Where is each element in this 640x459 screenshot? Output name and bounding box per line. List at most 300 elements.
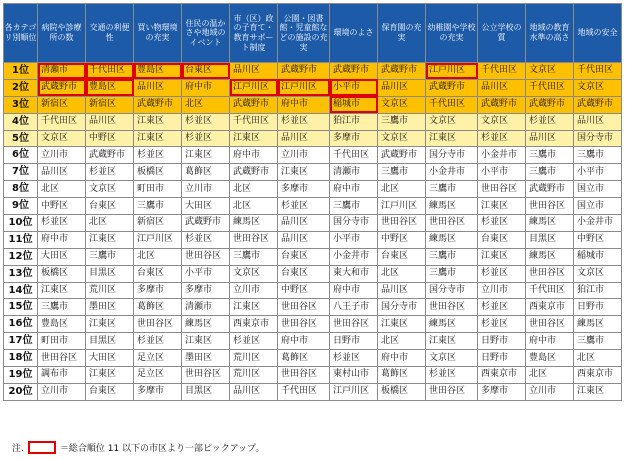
city-cell: 江東区 [574, 383, 622, 400]
highlighted-city-cell: 稲城市 [330, 96, 378, 113]
city-cell: 練馬区 [574, 316, 622, 333]
city-cell: 江東区 [426, 333, 478, 350]
city-cell: 杉並区 [478, 265, 526, 282]
category-header: 公園・図書館・児童館などの施設の充実 [278, 4, 330, 63]
highlight-legend-box [28, 441, 56, 454]
city-cell: 千代田区 [526, 282, 574, 299]
city-cell: 江東区 [230, 299, 278, 316]
rank-cell: 15位 [4, 299, 38, 316]
city-cell: 狛江市 [330, 113, 378, 130]
category-header: 市（区）政の子育て・教育サポート制度 [230, 4, 278, 63]
table-row [4, 147, 622, 164]
city-cell: 杉並区 [230, 333, 278, 350]
city-cell: 杉並区 [478, 316, 526, 333]
city-cell: 国立市 [574, 198, 622, 215]
city-cell: 北区 [86, 215, 134, 232]
city-cell: 板橋区 [378, 383, 426, 400]
city-cell: 中野区 [86, 130, 134, 147]
city-cell: 武蔵野市 [230, 96, 278, 113]
category-header: 交通の利便性 [86, 4, 134, 63]
city-cell: 文京区 [478, 113, 526, 130]
city-cell: 府中市 [378, 350, 426, 367]
city-cell: 荒川区 [230, 367, 278, 384]
city-cell: 小平市 [574, 164, 622, 181]
city-cell: 世田谷区 [526, 265, 574, 282]
table-body [4, 63, 622, 401]
table-row [4, 231, 622, 248]
table-row [4, 265, 622, 282]
city-cell: 府中市 [182, 79, 230, 96]
table-header-row [4, 4, 622, 63]
highlighted-city-cell: 千代田区 [86, 63, 134, 80]
city-cell: 江東区 [278, 164, 330, 181]
city-cell: 豊島区 [38, 316, 86, 333]
city-cell: 国立市 [574, 181, 622, 198]
city-cell: 国分寺市 [426, 147, 478, 164]
city-cell: 杉並区 [478, 215, 526, 232]
city-cell: 武蔵野市 [526, 181, 574, 198]
rank-cell: 16位 [4, 316, 38, 333]
city-cell: 江戸川区 [134, 231, 182, 248]
city-cell: 立川市 [230, 282, 278, 299]
city-cell: 新宿区 [134, 215, 182, 232]
table-row [4, 79, 622, 96]
city-cell: 三鷹市 [378, 113, 426, 130]
highlighted-city-cell: 江戸川区 [426, 63, 478, 80]
city-cell: 日野市 [330, 333, 378, 350]
city-cell: 品川区 [230, 63, 278, 80]
city-cell: 府中市 [330, 282, 378, 299]
city-cell: 北区 [378, 265, 426, 282]
city-cell: 葛飾区 [278, 350, 330, 367]
city-cell: 大田区 [182, 198, 230, 215]
city-cell: 大田区 [38, 248, 86, 265]
city-cell: 世田谷区 [426, 299, 478, 316]
city-cell: 品川区 [574, 113, 622, 130]
city-cell: 台東区 [86, 383, 134, 400]
city-cell: 品川区 [230, 383, 278, 400]
city-cell: 文京区 [378, 130, 426, 147]
city-cell: 千代田区 [330, 147, 378, 164]
city-cell: 三鷹市 [574, 147, 622, 164]
city-cell: 小金井市 [426, 164, 478, 181]
category-header: 保育園の充実 [378, 4, 426, 63]
city-cell: 江東区 [230, 130, 278, 147]
city-cell: 文京区 [526, 63, 574, 80]
city-cell: 千代田区 [278, 383, 330, 400]
city-cell: 新宿区 [86, 96, 134, 113]
category-header: 環境のよさ [330, 4, 378, 63]
city-cell: 武蔵野市 [86, 147, 134, 164]
city-cell: 目黒区 [86, 333, 134, 350]
highlighted-city-cell: 台東区 [182, 63, 230, 80]
city-cell: 千代田区 [230, 113, 278, 130]
city-cell: 目黒区 [526, 231, 574, 248]
rank-cell: 10位 [4, 215, 38, 232]
city-cell: 府中市 [278, 96, 330, 113]
table-row [4, 299, 622, 316]
city-cell: 文京区 [230, 265, 278, 282]
city-cell: 立川市 [38, 147, 86, 164]
city-cell: 北区 [182, 96, 230, 113]
city-cell: 練馬区 [230, 215, 278, 232]
city-cell: 杉並区 [478, 130, 526, 147]
city-cell: 立川市 [278, 147, 330, 164]
table-row [4, 316, 622, 333]
city-cell: 町田市 [38, 333, 86, 350]
city-cell: 品川区 [86, 113, 134, 130]
city-cell: 狛江市 [574, 282, 622, 299]
city-cell: 府中市 [38, 231, 86, 248]
city-cell: 多摩市 [182, 282, 230, 299]
city-cell: 江戸川区 [378, 198, 426, 215]
city-cell: 世田谷区 [378, 215, 426, 232]
city-cell: 千代田区 [526, 79, 574, 96]
city-cell: 町田市 [134, 181, 182, 198]
city-cell: 武蔵野市 [478, 96, 526, 113]
city-cell: 武蔵野市 [230, 164, 278, 181]
rank-cell: 1位 [4, 63, 38, 80]
city-cell: 杉並区 [182, 231, 230, 248]
city-cell: 杉並区 [134, 147, 182, 164]
city-cell: 杉並区 [330, 350, 378, 367]
city-cell: 江東区 [86, 316, 134, 333]
rank-cell: 9位 [4, 198, 38, 215]
city-cell: 武蔵野市 [182, 215, 230, 232]
city-cell: 多摩市 [134, 282, 182, 299]
table-row [4, 248, 622, 265]
city-cell: 世田谷区 [526, 198, 574, 215]
rank-cell: 4位 [4, 113, 38, 130]
city-cell: 三鷹市 [526, 164, 574, 181]
city-cell: 小金井市 [330, 248, 378, 265]
highlighted-city-cell: 清瀬市 [38, 63, 86, 80]
city-cell: 文京区 [38, 130, 86, 147]
highlighted-city-cell: 豊島区 [86, 79, 134, 96]
rank-cell: 20位 [4, 383, 38, 400]
city-cell: 武蔵野市 [426, 79, 478, 96]
city-cell: 大田区 [86, 350, 134, 367]
rank-cell: 6位 [4, 147, 38, 164]
city-cell: 江東区 [426, 130, 478, 147]
city-cell: 板橋区 [134, 164, 182, 181]
city-cell: 杉並区 [182, 113, 230, 130]
city-cell: 国分寺市 [330, 215, 378, 232]
city-cell: 清瀬市 [182, 299, 230, 316]
city-cell: 多摩市 [478, 383, 526, 400]
city-cell: 台東区 [134, 265, 182, 282]
city-cell: 三鷹市 [86, 248, 134, 265]
table-row [4, 113, 622, 130]
highlighted-city-cell: 江戸川区 [230, 79, 278, 96]
city-cell: 小金井市 [478, 147, 526, 164]
city-cell: 練馬区 [426, 198, 478, 215]
city-cell: 杉並区 [526, 113, 574, 130]
table-row [4, 350, 622, 367]
city-cell: 文京区 [378, 96, 426, 113]
category-header: 住民の温かさや地域のイベント [182, 4, 230, 63]
city-cell: 北区 [378, 181, 426, 198]
city-cell: 文京区 [426, 350, 478, 367]
city-cell: 西東京市 [478, 367, 526, 384]
rank-cell: 3位 [4, 96, 38, 113]
city-cell: 北区 [574, 350, 622, 367]
city-cell: 立川市 [38, 383, 86, 400]
city-cell: 世田谷区 [230, 231, 278, 248]
rank-cell: 13位 [4, 265, 38, 282]
category-header: 病院や診療所の数 [38, 4, 86, 63]
city-cell: 豊島区 [526, 350, 574, 367]
city-cell: 練馬区 [426, 316, 478, 333]
city-cell: 武蔵野市 [378, 63, 426, 80]
rank-cell: 12位 [4, 248, 38, 265]
city-cell: 府中市 [526, 333, 574, 350]
table-row [4, 164, 622, 181]
city-cell: 府中市 [278, 333, 330, 350]
city-cell: 葛飾区 [134, 299, 182, 316]
city-cell: 府中市 [230, 147, 278, 164]
city-cell: 国分寺市 [426, 282, 478, 299]
city-cell: 武蔵野市 [330, 63, 378, 80]
city-cell: 世田谷区 [526, 316, 574, 333]
city-cell: 世田谷区 [38, 350, 86, 367]
city-cell: 三鷹市 [426, 265, 478, 282]
city-cell: 江東区 [86, 367, 134, 384]
city-cell: 多摩市 [134, 383, 182, 400]
table-row [4, 215, 622, 232]
city-cell: 杉並区 [86, 164, 134, 181]
city-cell: 台東区 [86, 198, 134, 215]
city-cell: 調布市 [38, 367, 86, 384]
city-cell: 江東区 [134, 113, 182, 130]
city-cell: 立川市 [478, 282, 526, 299]
city-cell: 武蔵野市 [278, 63, 330, 80]
city-cell: 三鷹市 [330, 198, 378, 215]
footnote-text: ＝総合順位 11 以下の市区より一部ピックアップ。 [59, 444, 265, 454]
highlighted-city-cell: 武蔵野市 [38, 79, 86, 96]
table-row [4, 383, 622, 400]
category-header: 幼稚園や学校の充実 [426, 4, 478, 63]
city-cell: 日野市 [574, 299, 622, 316]
rank-cell: 2位 [4, 79, 38, 96]
city-cell: 品川区 [378, 79, 426, 96]
city-cell: 品川区 [278, 215, 330, 232]
footnote [12, 441, 264, 454]
city-cell: 杉並区 [134, 333, 182, 350]
city-cell: 三鷹市 [38, 299, 86, 316]
city-cell: 立川市 [182, 181, 230, 198]
city-cell: 杉並区 [38, 215, 86, 232]
city-cell: 北区 [526, 367, 574, 384]
city-cell: 三鷹市 [426, 248, 478, 265]
city-cell: 日野市 [478, 333, 526, 350]
rank-column-header: 各カテゴリ別順位 [4, 4, 38, 63]
city-cell: 品川区 [278, 130, 330, 147]
city-cell: 葛飾区 [182, 164, 230, 181]
city-cell: 練馬区 [182, 316, 230, 333]
city-cell: 葛飾区 [378, 367, 426, 384]
city-cell: 稲城市 [574, 248, 622, 265]
city-cell: 墨田区 [182, 350, 230, 367]
city-cell: 新宿区 [38, 96, 86, 113]
city-cell: 江東区 [478, 248, 526, 265]
city-cell: 台東区 [378, 248, 426, 265]
city-cell: 文京区 [426, 113, 478, 130]
ranking-table [3, 3, 622, 401]
city-cell: 品川区 [38, 164, 86, 181]
city-cell: 千代田区 [574, 63, 622, 80]
city-cell: 三鷹市 [574, 333, 622, 350]
city-cell: 江東区 [38, 282, 86, 299]
city-cell: 北区 [134, 248, 182, 265]
city-cell: 小金井市 [574, 215, 622, 232]
city-cell: 日野市 [478, 350, 526, 367]
table-row [4, 282, 622, 299]
city-cell: 国分寺市 [574, 130, 622, 147]
city-cell: 品川区 [378, 282, 426, 299]
city-cell: 世田谷区 [278, 316, 330, 333]
city-cell: 台東区 [278, 248, 330, 265]
city-cell: 中野区 [38, 198, 86, 215]
city-cell: 北区 [38, 181, 86, 198]
rank-cell: 11位 [4, 231, 38, 248]
city-cell: 台東区 [478, 231, 526, 248]
city-cell: 練馬区 [526, 215, 574, 232]
ranking-table-container [3, 3, 622, 401]
city-cell: 中野区 [574, 231, 622, 248]
city-cell: 府中市 [330, 181, 378, 198]
city-cell: 品川区 [526, 130, 574, 147]
city-cell: 江東区 [478, 198, 526, 215]
category-header: 地域の教育水準の高さ [526, 4, 574, 63]
city-cell: 三鷹市 [526, 147, 574, 164]
table-row [4, 367, 622, 384]
table-row [4, 333, 622, 350]
city-cell: 西東京市 [230, 316, 278, 333]
city-cell: 小平市 [478, 164, 526, 181]
city-cell: 杉並区 [182, 130, 230, 147]
city-cell: 北区 [230, 181, 278, 198]
city-cell: 江東区 [182, 333, 230, 350]
city-cell: 清瀬市 [330, 164, 378, 181]
rank-cell: 18位 [4, 350, 38, 367]
highlighted-city-cell: 小平市 [330, 79, 378, 96]
city-cell: 世田谷区 [330, 316, 378, 333]
city-cell: 世田谷区 [278, 299, 330, 316]
rank-cell: 8位 [4, 181, 38, 198]
table-row [4, 96, 622, 113]
city-cell: 武蔵野市 [134, 96, 182, 113]
city-cell: 杉並区 [278, 113, 330, 130]
city-cell: 練馬区 [526, 248, 574, 265]
city-cell: 西東京市 [526, 299, 574, 316]
city-cell: 東大和市 [330, 265, 378, 282]
city-cell: 世田谷区 [182, 367, 230, 384]
city-cell: 多摩市 [278, 181, 330, 198]
city-cell: 武蔵野市 [574, 96, 622, 113]
category-header: 公立学校の質 [478, 4, 526, 63]
city-cell: 江東区 [182, 147, 230, 164]
city-cell: 西東京市 [574, 367, 622, 384]
city-cell: 三鷹市 [230, 248, 278, 265]
city-cell: 江戸川区 [330, 383, 378, 400]
city-cell: 国分寺市 [378, 299, 426, 316]
city-cell: 足立区 [134, 350, 182, 367]
city-cell: 武蔵野市 [526, 96, 574, 113]
city-cell: 台東区 [278, 265, 330, 282]
city-cell: 千代田区 [426, 96, 478, 113]
city-cell: 文京区 [86, 181, 134, 198]
city-cell: 板橋区 [38, 265, 86, 282]
city-cell: 世田谷区 [134, 316, 182, 333]
city-cell: 世田谷区 [182, 248, 230, 265]
city-cell: 三鷹市 [426, 181, 478, 198]
city-cell: 目黒区 [182, 383, 230, 400]
table-row [4, 181, 622, 198]
city-cell: 品川区 [134, 79, 182, 96]
city-cell: 三鷹市 [134, 198, 182, 215]
city-cell: 北区 [378, 333, 426, 350]
city-cell: 千代田区 [478, 63, 526, 80]
city-cell: 武蔵野市 [378, 147, 426, 164]
city-cell: 江東区 [134, 130, 182, 147]
table-row [4, 130, 622, 147]
footnote-prefix: 注. [12, 444, 24, 454]
rank-cell: 14位 [4, 282, 38, 299]
city-cell: 杉並区 [426, 367, 478, 384]
city-cell: 杉並区 [278, 198, 330, 215]
city-cell: 杉並区 [478, 299, 526, 316]
city-cell: 世田谷区 [426, 383, 478, 400]
city-cell: 荒川区 [86, 282, 134, 299]
highlighted-city-cell: 江戸川区 [278, 79, 330, 96]
city-cell: 足立区 [134, 367, 182, 384]
city-cell: 目黒区 [86, 265, 134, 282]
category-header: 買い物環境の充実 [134, 4, 182, 63]
city-cell: 文京区 [574, 265, 622, 282]
city-cell: 墨田区 [86, 299, 134, 316]
city-cell: 小平市 [330, 231, 378, 248]
table-row [4, 198, 622, 215]
city-cell: 江東区 [378, 316, 426, 333]
city-cell: 世田谷区 [478, 181, 526, 198]
city-cell: 荒川区 [230, 350, 278, 367]
city-cell: 品川区 [478, 79, 526, 96]
city-cell: 三鷹市 [378, 164, 426, 181]
rank-cell: 19位 [4, 367, 38, 384]
city-cell: 中野区 [278, 282, 330, 299]
city-cell: 中野区 [378, 231, 426, 248]
city-cell: 練馬区 [426, 231, 478, 248]
city-cell: 小平市 [182, 265, 230, 282]
rank-cell: 17位 [4, 333, 38, 350]
highlighted-city-cell: 豊島区 [134, 63, 182, 80]
city-cell: 立川市 [526, 383, 574, 400]
city-cell: 江東区 [86, 231, 134, 248]
city-cell: 北区 [230, 198, 278, 215]
city-cell: 品川区 [278, 231, 330, 248]
city-cell: 東村山市 [330, 367, 378, 384]
city-cell: 世田谷区 [278, 367, 330, 384]
city-cell: 千代田区 [38, 113, 86, 130]
rank-cell: 7位 [4, 164, 38, 181]
city-cell: 八王子市 [330, 299, 378, 316]
category-header: 地域の安全 [574, 4, 622, 63]
city-cell: 多摩市 [330, 130, 378, 147]
rank-cell: 5位 [4, 130, 38, 147]
city-cell: 文京区 [574, 79, 622, 96]
city-cell: 世田谷区 [426, 215, 478, 232]
